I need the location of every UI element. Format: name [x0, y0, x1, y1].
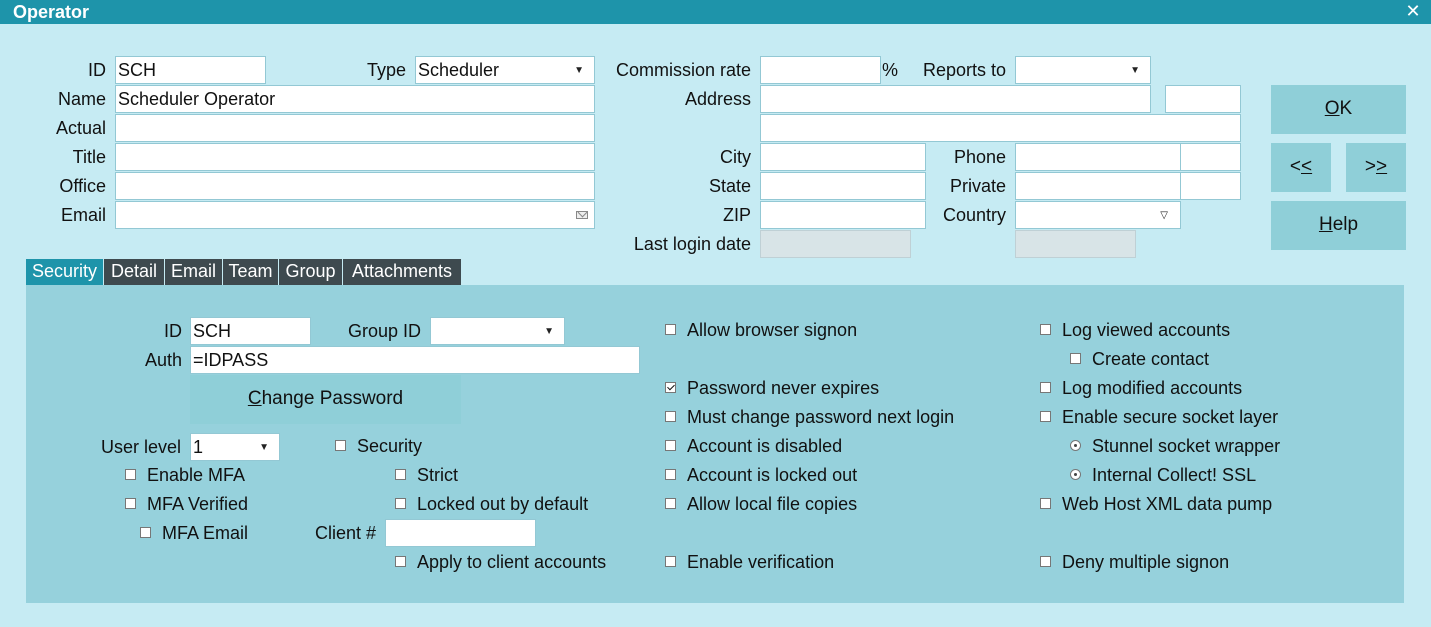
- mfa-email-checkbox[interactable]: [140, 527, 151, 538]
- help-label: elp: [1332, 214, 1359, 235]
- log-modified-accounts-checkbox[interactable]: [1040, 382, 1051, 393]
- locked-out-default-checkbox[interactable]: [395, 498, 406, 509]
- enable-verification-checkbox[interactable]: [665, 556, 676, 567]
- phone-ext-field[interactable]: [1180, 143, 1241, 171]
- commission-field[interactable]: [760, 56, 881, 84]
- allow-browser-signon-checkbox[interactable]: [665, 324, 676, 335]
- mfa-verified-label: MFA Verified: [147, 494, 249, 514]
- country-label: Country: [942, 205, 1006, 225]
- password-never-expires-label: Password never expires: [687, 378, 880, 398]
- next-accel: >: [1376, 156, 1388, 177]
- name-label: Name: [57, 89, 106, 109]
- change-password-button[interactable]: [190, 375, 461, 424]
- sec-id-field[interactable]: SCH: [190, 317, 311, 345]
- deny-multiple-signon-checkbox[interactable]: [1040, 556, 1051, 567]
- tab-attachments[interactable]: Attachments: [343, 259, 461, 285]
- state-field[interactable]: [760, 172, 926, 200]
- group-id-label: Group ID: [347, 321, 421, 341]
- name-field[interactable]: Scheduler Operator: [115, 85, 595, 113]
- enable-mfa-label: Enable MFA: [147, 465, 246, 485]
- tab-group[interactable]: Group: [279, 259, 343, 285]
- deny-multiple-signon-label: Deny multiple signon: [1062, 552, 1230, 572]
- tab-team[interactable]: Team: [223, 259, 279, 285]
- xml-data-pump-checkbox[interactable]: [1040, 498, 1051, 509]
- must-change-password-label: Must change password next login: [687, 407, 955, 427]
- mfa-email-label: MFA Email: [162, 523, 249, 543]
- zip-label: ZIP: [722, 205, 751, 225]
- help-accel: H: [1318, 214, 1333, 235]
- tab-detail[interactable]: Detail: [104, 259, 165, 285]
- actual-label: Actual: [55, 118, 106, 138]
- city-field[interactable]: [760, 143, 926, 171]
- log-viewed-accounts-label: Log viewed accounts: [1062, 320, 1231, 340]
- type-label: Type: [366, 60, 406, 80]
- change-password-accel: C: [247, 388, 262, 409]
- phone-label: Phone: [953, 147, 1006, 167]
- ok-button[interactable]: [1271, 85, 1406, 134]
- apply-client-accounts-checkbox[interactable]: [395, 556, 406, 567]
- private-field[interactable]: [1015, 172, 1181, 200]
- commission-label: Commission rate: [615, 60, 751, 80]
- enable-mfa-checkbox[interactable]: [125, 469, 136, 480]
- enable-verification-label: Enable verification: [687, 552, 835, 572]
- log-viewed-accounts-checkbox[interactable]: [1040, 324, 1051, 335]
- email-field[interactable]: [115, 201, 595, 229]
- internal-ssl-label: Internal Collect! SSL: [1092, 465, 1257, 485]
- chevron-down-icon: ▼: [544, 326, 554, 337]
- xml-data-pump-label: Web Host XML data pump: [1062, 494, 1273, 514]
- allow-local-copies-checkbox[interactable]: [665, 498, 676, 509]
- address-line1-field[interactable]: [760, 85, 1151, 113]
- state-label: State: [708, 176, 751, 196]
- phone-field[interactable]: [1015, 143, 1181, 171]
- account-locked-checkbox[interactable]: [665, 469, 676, 480]
- internal-ssl-radio[interactable]: [1070, 469, 1081, 480]
- chevron-down-icon: ▼: [1130, 65, 1140, 76]
- prev-accel: <: [1301, 156, 1313, 177]
- account-disabled-checkbox[interactable]: [665, 440, 676, 451]
- office-label: Office: [59, 176, 106, 196]
- private-label: Private: [949, 176, 1006, 196]
- auth-label: Auth: [144, 350, 182, 370]
- address-extra-field[interactable]: [1165, 85, 1241, 113]
- user-level-value: 1: [193, 437, 204, 457]
- window-title: Operator: [13, 2, 90, 22]
- city-label: City: [720, 147, 751, 167]
- change-password-label: hange Password: [261, 388, 404, 409]
- strict-checkbox[interactable]: [395, 469, 406, 480]
- apply-client-accounts-label: Apply to client accounts: [417, 552, 607, 572]
- id-field[interactable]: SCH: [115, 56, 266, 84]
- sec-id-label: ID: [164, 321, 182, 341]
- tab-email[interactable]: Email: [165, 259, 223, 285]
- chevron-down-icon: ▼: [574, 65, 584, 76]
- locked-out-default-label: Locked out by default: [417, 494, 589, 514]
- allow-local-copies-label: Allow local file copies: [687, 494, 858, 514]
- security-checkbox[interactable]: [335, 440, 346, 451]
- chevron-down-icon: ▽: [1160, 210, 1168, 221]
- title-label: Title: [72, 147, 106, 167]
- password-never-expires-checkbox[interactable]: [665, 382, 676, 393]
- private-ext-field[interactable]: [1180, 172, 1241, 200]
- office-field[interactable]: [115, 172, 595, 200]
- enable-ssl-label: Enable secure socket layer: [1062, 407, 1279, 427]
- client-number-label: Client #: [314, 523, 376, 543]
- next-button[interactable]: [1346, 143, 1406, 192]
- address-line2-field[interactable]: [760, 114, 1241, 142]
- reports-to-label: Reports to: [922, 60, 1006, 80]
- account-locked-label: Account is locked out: [687, 465, 858, 485]
- title-bar: [0, 0, 1431, 24]
- stunnel-radio[interactable]: [1070, 440, 1081, 451]
- log-modified-accounts-label: Log modified accounts: [1062, 378, 1243, 398]
- strict-label: Strict: [417, 465, 459, 485]
- country-select[interactable]: [1015, 201, 1181, 229]
- must-change-password-checkbox[interactable]: [665, 411, 676, 422]
- last-login-time-field: [1015, 230, 1136, 258]
- next-label: >: [1364, 156, 1376, 177]
- type-value: Scheduler: [418, 60, 500, 80]
- stunnel-label: Stunnel socket wrapper: [1092, 436, 1281, 456]
- address-label: Address: [684, 89, 751, 109]
- mfa-verified-checkbox[interactable]: [125, 498, 136, 509]
- user-level-label: User level: [100, 437, 181, 457]
- id-label: ID: [88, 60, 106, 80]
- ok-label: K: [1339, 98, 1353, 119]
- enable-ssl-checkbox[interactable]: [1040, 411, 1051, 422]
- client-number-field[interactable]: [385, 519, 536, 547]
- last-login-date-field: [760, 230, 911, 258]
- email-label: Email: [60, 205, 106, 225]
- account-disabled-label: Account is disabled: [687, 436, 843, 456]
- prev-label: <: [1289, 156, 1301, 177]
- title-field[interactable]: [115, 143, 595, 171]
- percent-label: %: [882, 60, 899, 80]
- chevron-down-icon: ▼: [259, 442, 269, 453]
- close-icon[interactable]: ✕: [1405, 1, 1421, 21]
- previous-button[interactable]: [1271, 143, 1331, 192]
- group-id-select[interactable]: [430, 317, 565, 345]
- ok-accel: O: [1324, 98, 1340, 119]
- actual-field[interactable]: [115, 114, 595, 142]
- create-contact-label: Create contact: [1092, 349, 1210, 369]
- last-login-label: Last login date: [633, 234, 751, 254]
- tab-security[interactable]: Security: [26, 259, 104, 285]
- help-button[interactable]: [1271, 201, 1406, 250]
- create-contact-checkbox[interactable]: [1070, 353, 1081, 364]
- user-level-select[interactable]: [190, 433, 280, 461]
- security-checkbox-label: Security: [357, 436, 423, 456]
- allow-browser-signon-label: Allow browser signon: [687, 320, 858, 340]
- auth-field[interactable]: =IDPASS: [190, 346, 640, 374]
- reports-to-select[interactable]: [1015, 56, 1151, 84]
- zip-field[interactable]: [760, 201, 926, 229]
- type-select[interactable]: [415, 56, 595, 84]
- envelope-icon[interactable]: [576, 211, 588, 219]
